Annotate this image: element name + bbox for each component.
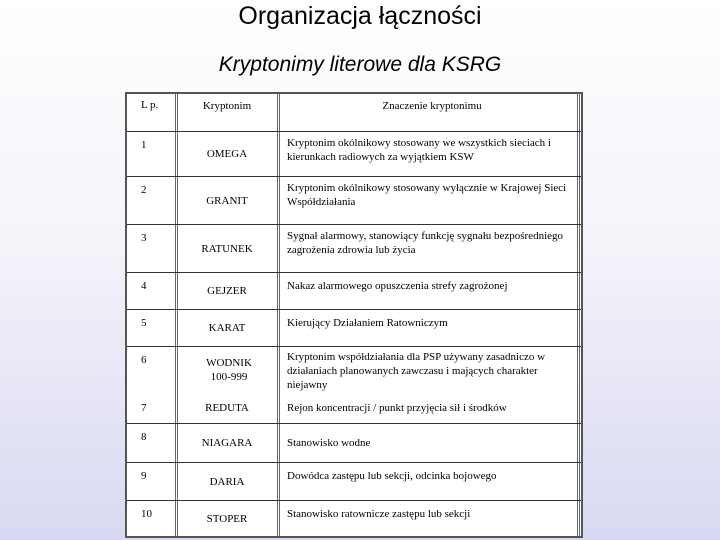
row-kryptonim: OMEGA: [206, 148, 248, 160]
row-number: 4: [141, 280, 147, 292]
table-row: [127, 393, 581, 423]
row-number: 1: [141, 139, 147, 151]
table-row: [127, 463, 581, 500]
table-row: [127, 347, 581, 393]
row-znaczenie: Kierujący Działaniem Ratowniczym: [287, 317, 448, 329]
row-number: 6: [141, 354, 147, 366]
row-kryptonim: GEJZER: [207, 285, 247, 297]
table-header-row: [127, 94, 581, 132]
table-row: [127, 424, 581, 462]
row-kryptonim: GRANIT: [206, 194, 248, 207]
row-kryptonim: REDUTA: [205, 402, 249, 414]
row-znaczenie: Stanowisko ratownicze zastępu lub sekcji: [287, 508, 471, 520]
row-kryptonim: STOPER: [206, 512, 248, 525]
table-row: [127, 273, 581, 309]
row-znaczenie: Sygnał alarmowy, stanowiący funkcję sygnału bezpośredniego zagrożenia zdrowia lub życia: [287, 230, 564, 256]
slide-title: Organizacja łączności: [238, 2, 482, 30]
table-row: [127, 501, 581, 536]
row-znaczenie: Stanowisko wodne: [287, 437, 371, 449]
row-number: 2: [141, 184, 147, 196]
header-znaczenie: Znaczenie kryptonimu: [382, 100, 482, 112]
row-kryptonim: KARAT: [208, 322, 246, 334]
table-row: [127, 225, 581, 272]
table-row: [127, 132, 581, 176]
table-row: [127, 177, 581, 224]
row-kryptonim: DARIA: [209, 475, 245, 488]
row-number: 9: [141, 470, 147, 482]
slide-subtitle: Kryptonimy literowe dla KSRG: [218, 53, 502, 76]
row-znaczenie: Kryptonim współdziałania dla PSP używany zasadniczo w działaniach planowanych zawczasu i mających charakter niejawny: [287, 351, 546, 391]
row-number: 3: [141, 232, 147, 244]
header-number: L p.: [141, 99, 159, 111]
row-kryptonim: NIAGARA: [201, 437, 253, 449]
row-znaczenie: Kryptonim okólnikowy stosowany we wszystkich sieciach i kierunkach radiowych za wyjątkiem KSW: [287, 137, 551, 163]
header-kryptonim: Kryptonim: [202, 100, 252, 112]
row-number: 7: [141, 402, 147, 414]
row-znaczenie: Dowódca zastępu lub sekcji, odcinka bojowego: [287, 470, 497, 482]
row-znaczenie: Kryptonim okólnikowy stosowany wyłącznie w Krajowej Sieci Współdziałania: [287, 182, 567, 208]
row-number: 8: [141, 431, 147, 443]
row-kryptonim: RATUNEK: [201, 242, 253, 255]
row-number: 5: [141, 317, 147, 329]
kryptonim-table: [125, 92, 583, 538]
row-number: 10: [141, 508, 152, 520]
table-row: [127, 310, 581, 346]
row-znaczenie: Nakaz alarmowego opuszczenia strefy zagrożonej: [287, 280, 508, 292]
row-kryptonim: WODNIK 100-999: [206, 357, 252, 383]
row-znaczenie: Rejon koncentracji / punkt przyjęcia sił i środków: [287, 402, 507, 414]
